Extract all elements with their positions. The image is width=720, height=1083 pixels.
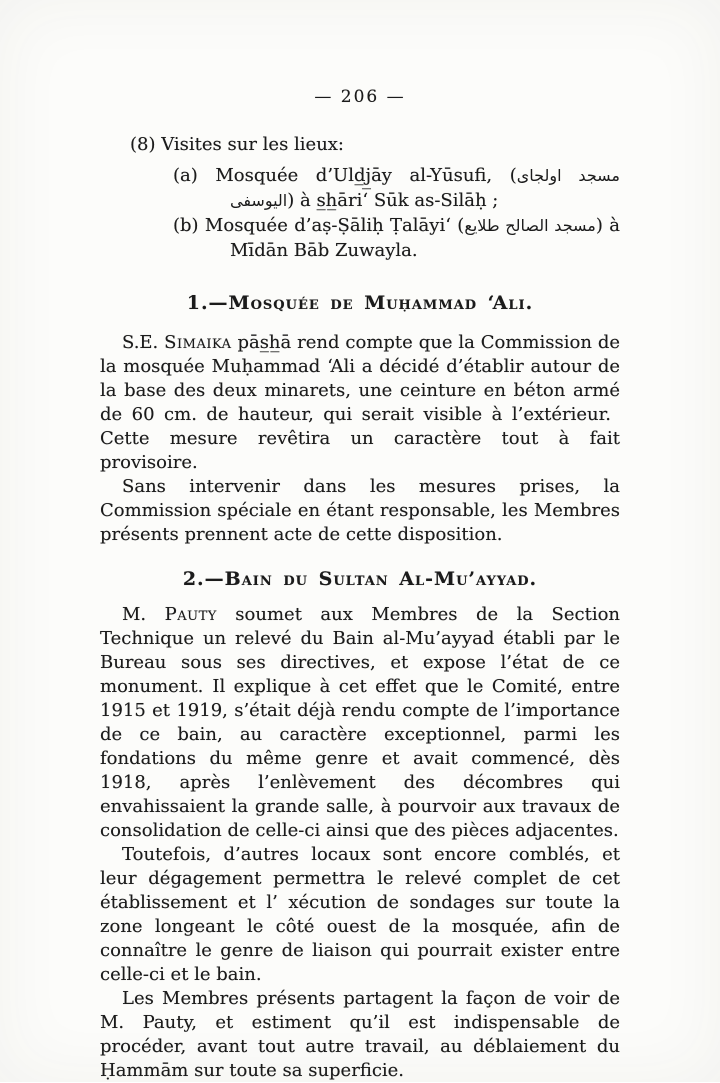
paragraph-text: pās̲h̲ā rend compte que la Commission de la mosquée Muḥammad ‘Ali a décidé d’établir autour de la base des deux minarets, une ceinture en béton armé de 60 cm. de hauteur, qui serait visible à l’extérieur. Cette mesure revêtira un caractère tout à fait provisoire. [100, 332, 620, 473]
section-1-heading: 1.—Mosquée de Muḥammad ‘Ali. [186, 292, 534, 314]
section-2-paragraph-3 [100, 987, 620, 1083]
paragraph-text: Sans intervenir dans les mesures prises, la Commission spéciale en étant responsable, les Membres présents prennent acte de cette disposition. [100, 476, 620, 545]
section-2-heading: 2.—Bain du Sultan Al-Mu’ayyad. [182, 568, 538, 590]
list-item-b-text-end: ) à Mīdān Bāb Zuwayla. [230, 215, 620, 261]
paragraph-text: Les Membres présents partagent la façon de voir de M. Pauty, et estiment qu’il est indispensable de procéder, avant tout autre travail, au déblaiement du Ḥammām sur toute sa superficie. [100, 988, 620, 1081]
paragraph-text: M. [122, 604, 165, 625]
person-name-pauty: Pauty [164, 604, 217, 625]
page-number: — 206 — [314, 87, 406, 107]
list-item-a-text-end: ) à s̲h̲āri‘ Sūk as-Silāḥ ; [287, 190, 499, 211]
section-1-paragraph-2 [100, 475, 620, 547]
paragraph-text: soumet aux Membres de la Section Technique un relevé du Bain al-Mu’ayyad établi par le Bureau sous ses directives, et expose l’état de ce monument. Il explique à cet effet que le Comité, entre 1915 et 1919, s’était déjà rendu compte de l’importance de ce bain, au caractère exceptionnel, parmi les fondations du même genre et avait commencé, dès 1918, après l’enlèvement des décombres qui envahissaient la grande salle, à pourvoir aux travaux de consolidation de celle-ci ainsi que des pièces adjacentes. [100, 604, 621, 841]
paragraph-text: S.E. [122, 332, 165, 353]
person-name-simaika: Simaika [164, 332, 232, 353]
arabic-mosque-name: مسجد الصالح طلايع [464, 216, 596, 235]
list-item-b-text-start: (b) Mosquée d’aṣ-Ṣāliḥ Ṭalāyi‘ ( [173, 215, 465, 236]
list-item-b [173, 213, 620, 263]
arabic-mosque-name: مسجد اولجاى اليوسفى [230, 166, 620, 210]
section-2-paragraph-2 [100, 843, 620, 987]
list-item-a [173, 163, 620, 213]
section-1-paragraph-1 [100, 331, 620, 475]
list-item-a-text-start: (a) Mosquée d’Uld̲j̲āy al-Yūsufi, ( [173, 165, 517, 186]
visits-list-intro: (8) Visites sur les lieux: [130, 134, 344, 155]
paragraph-text: Toutefois, d’autres locaux sont encore comblés, et leur dégagement permettra le relevé complet de cet établissement et l’ xécution de sondages sur toute la zone longeant le côté ouest de la mosquée, afin de connaître le genre de liaison qui pourrait exister entre celle-ci et le bain. [100, 844, 620, 985]
section-2-paragraph-1 [100, 603, 620, 843]
